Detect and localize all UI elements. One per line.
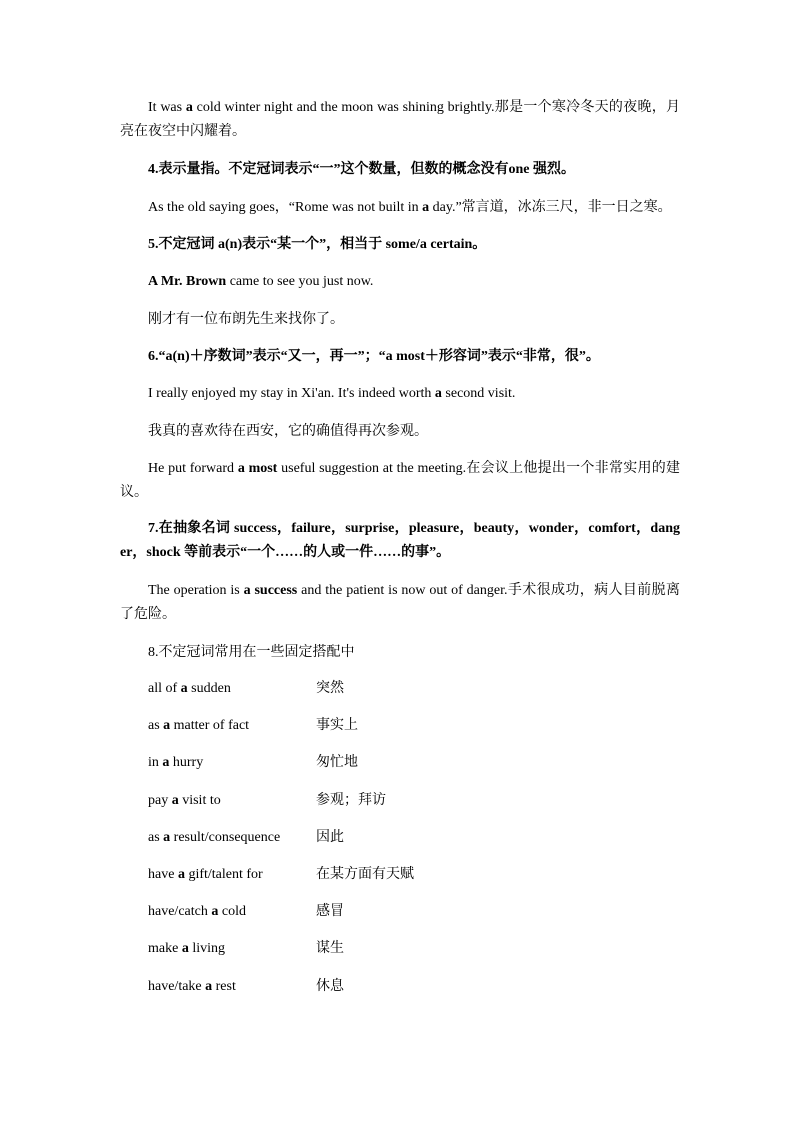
text-segment: 8.不定冠词常用在一些固定搭配中	[148, 645, 355, 660]
phrase-part: pay	[148, 792, 172, 808]
text-segment: 7.在抽象名词 success，failure，surprise，pleasure，beauty，wonder，comfort，danger，shock 等前表示“一个……的人或一件……的事”。	[120, 521, 680, 560]
rule-4-heading	[120, 158, 680, 182]
article-a: a	[171, 792, 179, 808]
article-a: a	[181, 941, 189, 957]
phrase-row	[148, 938, 688, 960]
paragraph-translation-xian	[120, 420, 680, 444]
text-segment: As the old saying goes，“Rome was not built in	[148, 200, 423, 215]
paragraph-example-winter-night	[120, 96, 680, 144]
text-segment: He put forward	[148, 461, 238, 476]
phrase-part: rest	[212, 978, 236, 994]
text-segment: 刚才有一位布朗先生来找你了。	[148, 312, 344, 327]
phrase-row	[148, 901, 688, 923]
phrase-english	[148, 790, 221, 812]
phrase-part: make	[148, 941, 182, 957]
phrase-part: all of	[148, 681, 181, 696]
article-a: a	[162, 755, 170, 771]
phrase-part: have/catch	[148, 904, 212, 920]
text-segment: It was	[148, 100, 186, 115]
phrase-part: visit to	[178, 792, 221, 808]
text-segment: 我真的喜欢待在西安，它的确值得再次参观。	[148, 424, 428, 439]
text-segment: a	[185, 100, 193, 115]
phrase-english	[148, 827, 280, 849]
phrase-row	[148, 976, 688, 998]
phrase-row	[148, 678, 688, 700]
phrase-part: sudden	[187, 681, 231, 696]
phrase-part: hurry	[169, 755, 204, 771]
article-a: a	[163, 718, 171, 734]
phrase-part: as	[148, 718, 164, 734]
rule-8-heading	[120, 641, 680, 665]
paragraph-example-suggestion	[120, 457, 680, 505]
rule-6-heading	[120, 345, 680, 369]
text-segment: one	[508, 162, 530, 177]
article-a: a	[180, 681, 188, 696]
text-segment: came to see you just now.	[226, 274, 374, 289]
text-segment: a most	[237, 461, 278, 476]
text-segment: I really enjoyed my stay in Xi'an. It's indeed worth	[148, 386, 435, 401]
phrase-chinese: 在某方面有天赋	[316, 867, 414, 882]
phrase-english	[148, 752, 203, 774]
text-segment: cold winter night and the moon was shining brightly.那是一个寒冷冬天的夜晚，月亮在夜空中闪耀着。	[120, 100, 680, 139]
phrase-part: matter of fact	[170, 718, 250, 734]
phrase-row	[148, 715, 688, 737]
article-a: a	[211, 904, 219, 920]
text-segment: 4.表示量指。不定冠词表示“一”这个数量，但数的概念没有	[148, 162, 509, 177]
paragraph-example-xian	[120, 382, 680, 406]
phrase-chinese: 突然	[316, 681, 344, 696]
phrase-english	[148, 901, 246, 923]
phrase-english	[148, 976, 236, 998]
paragraph-example-rome	[120, 196, 680, 220]
phrase-part: as	[148, 829, 164, 845]
phrase-part: in	[148, 755, 163, 771]
paragraph-example-mr-brown	[120, 270, 680, 294]
text-segment: 强烈。	[529, 162, 575, 177]
phrase-english	[148, 678, 231, 700]
text-segment: A Mr. Brown	[148, 274, 227, 289]
phrase-part: have/take	[148, 978, 206, 994]
text-segment: day.”常言道，冰冻三尺，非一日之寒。	[429, 200, 672, 215]
phrase-english	[148, 864, 263, 886]
phrase-row	[148, 864, 688, 886]
text-segment: and the patient is now out of danger.手术很成功，病人目前脱离了危险。	[120, 583, 680, 622]
phrase-chinese: 感冒	[316, 904, 344, 920]
phrase-part: gift/talent for	[184, 867, 263, 882]
phrase-chinese: 事实上	[316, 718, 358, 734]
article-a: a	[205, 978, 213, 994]
text-segment: 5.不定冠词 a(n)表示“某一个”，相当于 some/a certain。	[148, 237, 487, 252]
phrase-part: result/consequence	[170, 829, 281, 845]
phrase-chinese: 匆忙地	[316, 755, 358, 771]
rule-7-heading	[120, 517, 680, 565]
phrase-part: have	[148, 867, 178, 882]
phrase-part: cold	[218, 904, 246, 920]
rule-5-heading	[120, 233, 680, 257]
text-segment: a	[422, 200, 430, 215]
article-a: a	[163, 829, 171, 845]
phrase-english	[148, 938, 225, 960]
phrase-chinese: 参观；拜访	[316, 792, 386, 808]
phrase-row	[148, 827, 688, 849]
phrase-chinese: 谋生	[316, 941, 344, 957]
text-segment: a	[434, 386, 442, 401]
phrase-row	[148, 790, 688, 812]
text-segment: The operation is	[148, 583, 244, 598]
text-segment: 6.“a(n)＋序数词”表示“又一，再一”；“a most＋形容词”表示“非常，很”。	[148, 349, 600, 364]
article-a: a	[177, 867, 185, 882]
phrase-part: living	[188, 941, 225, 957]
text-segment: a success	[243, 583, 298, 598]
phrase-chinese: 休息	[316, 978, 344, 994]
text-segment: second visit.	[441, 386, 516, 401]
phrase-english	[148, 715, 249, 737]
phrase-chinese: 因此	[316, 829, 344, 845]
paragraph-example-operation	[120, 579, 680, 627]
text-segment: useful suggestion at the meeting.在会议上他提出一个非常实用的建议。	[120, 461, 680, 500]
paragraph-translation-mr-brown	[120, 308, 680, 332]
phrase-row	[148, 752, 688, 774]
